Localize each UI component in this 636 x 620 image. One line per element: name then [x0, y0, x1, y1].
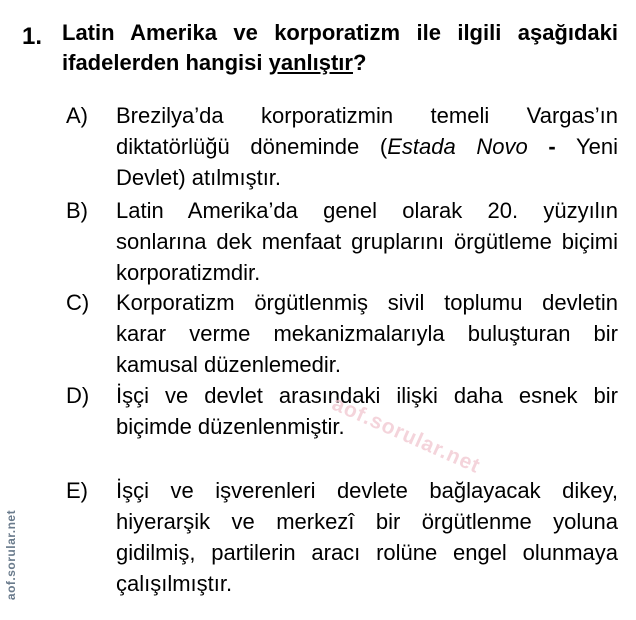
option-label: D)	[66, 383, 90, 408]
option-text: Latin Amerika’da genel olarak 20. yüzyılın sonlarına dek menfaat gruplarını örgütleme biçimi korporatizmdir.	[116, 198, 618, 285]
option-a-italic: Estada Novo	[387, 134, 528, 159]
question-number: 1.	[22, 23, 43, 50]
question-mark: ?	[352, 50, 367, 75]
option-text: İşçi ve devlet arasındaki ilişki daha esnek bir biçimde düzenlenmiştir.	[116, 383, 618, 439]
option-text: Korporatizm örgütlenmiş sivil toplumu devletin karar verme mekanizmalarıyla buluşturan bir kamusal düzenlemedir.	[116, 290, 618, 377]
option-text	[116, 100, 618, 193]
option-label: E)	[66, 478, 88, 503]
question-text	[62, 18, 618, 78]
option-label: A)	[66, 103, 88, 128]
question-text-main: Latin Amerika ve korporatizm ile ilgili aşağıdaki ifadelerden hangisi	[62, 20, 618, 75]
option-a-text-end: Yeni Devlet) atılmıştır.	[116, 134, 618, 190]
option-a-text-start: Brezilya’da korporatizmin temeli Vargas’ın diktatörlüğü döneminde (	[116, 103, 618, 159]
option-label: C)	[66, 290, 90, 315]
watermark: aof.sorular.net	[328, 392, 484, 478]
option-a-dash: -	[548, 134, 556, 159]
option-label: B)	[66, 198, 88, 223]
option-text: İşçi ve işverenleri devlete bağlayacak dikey, hiyerarşik ve merkezî bir örgütlenme yoluna gidilmiş, partilerin aracı rolüne engel olunmaya çalışılmıştır.	[116, 478, 618, 596]
question-emphasis: yanlıştır	[268, 50, 353, 75]
side-watermark: aof.sorular.net	[4, 509, 18, 601]
